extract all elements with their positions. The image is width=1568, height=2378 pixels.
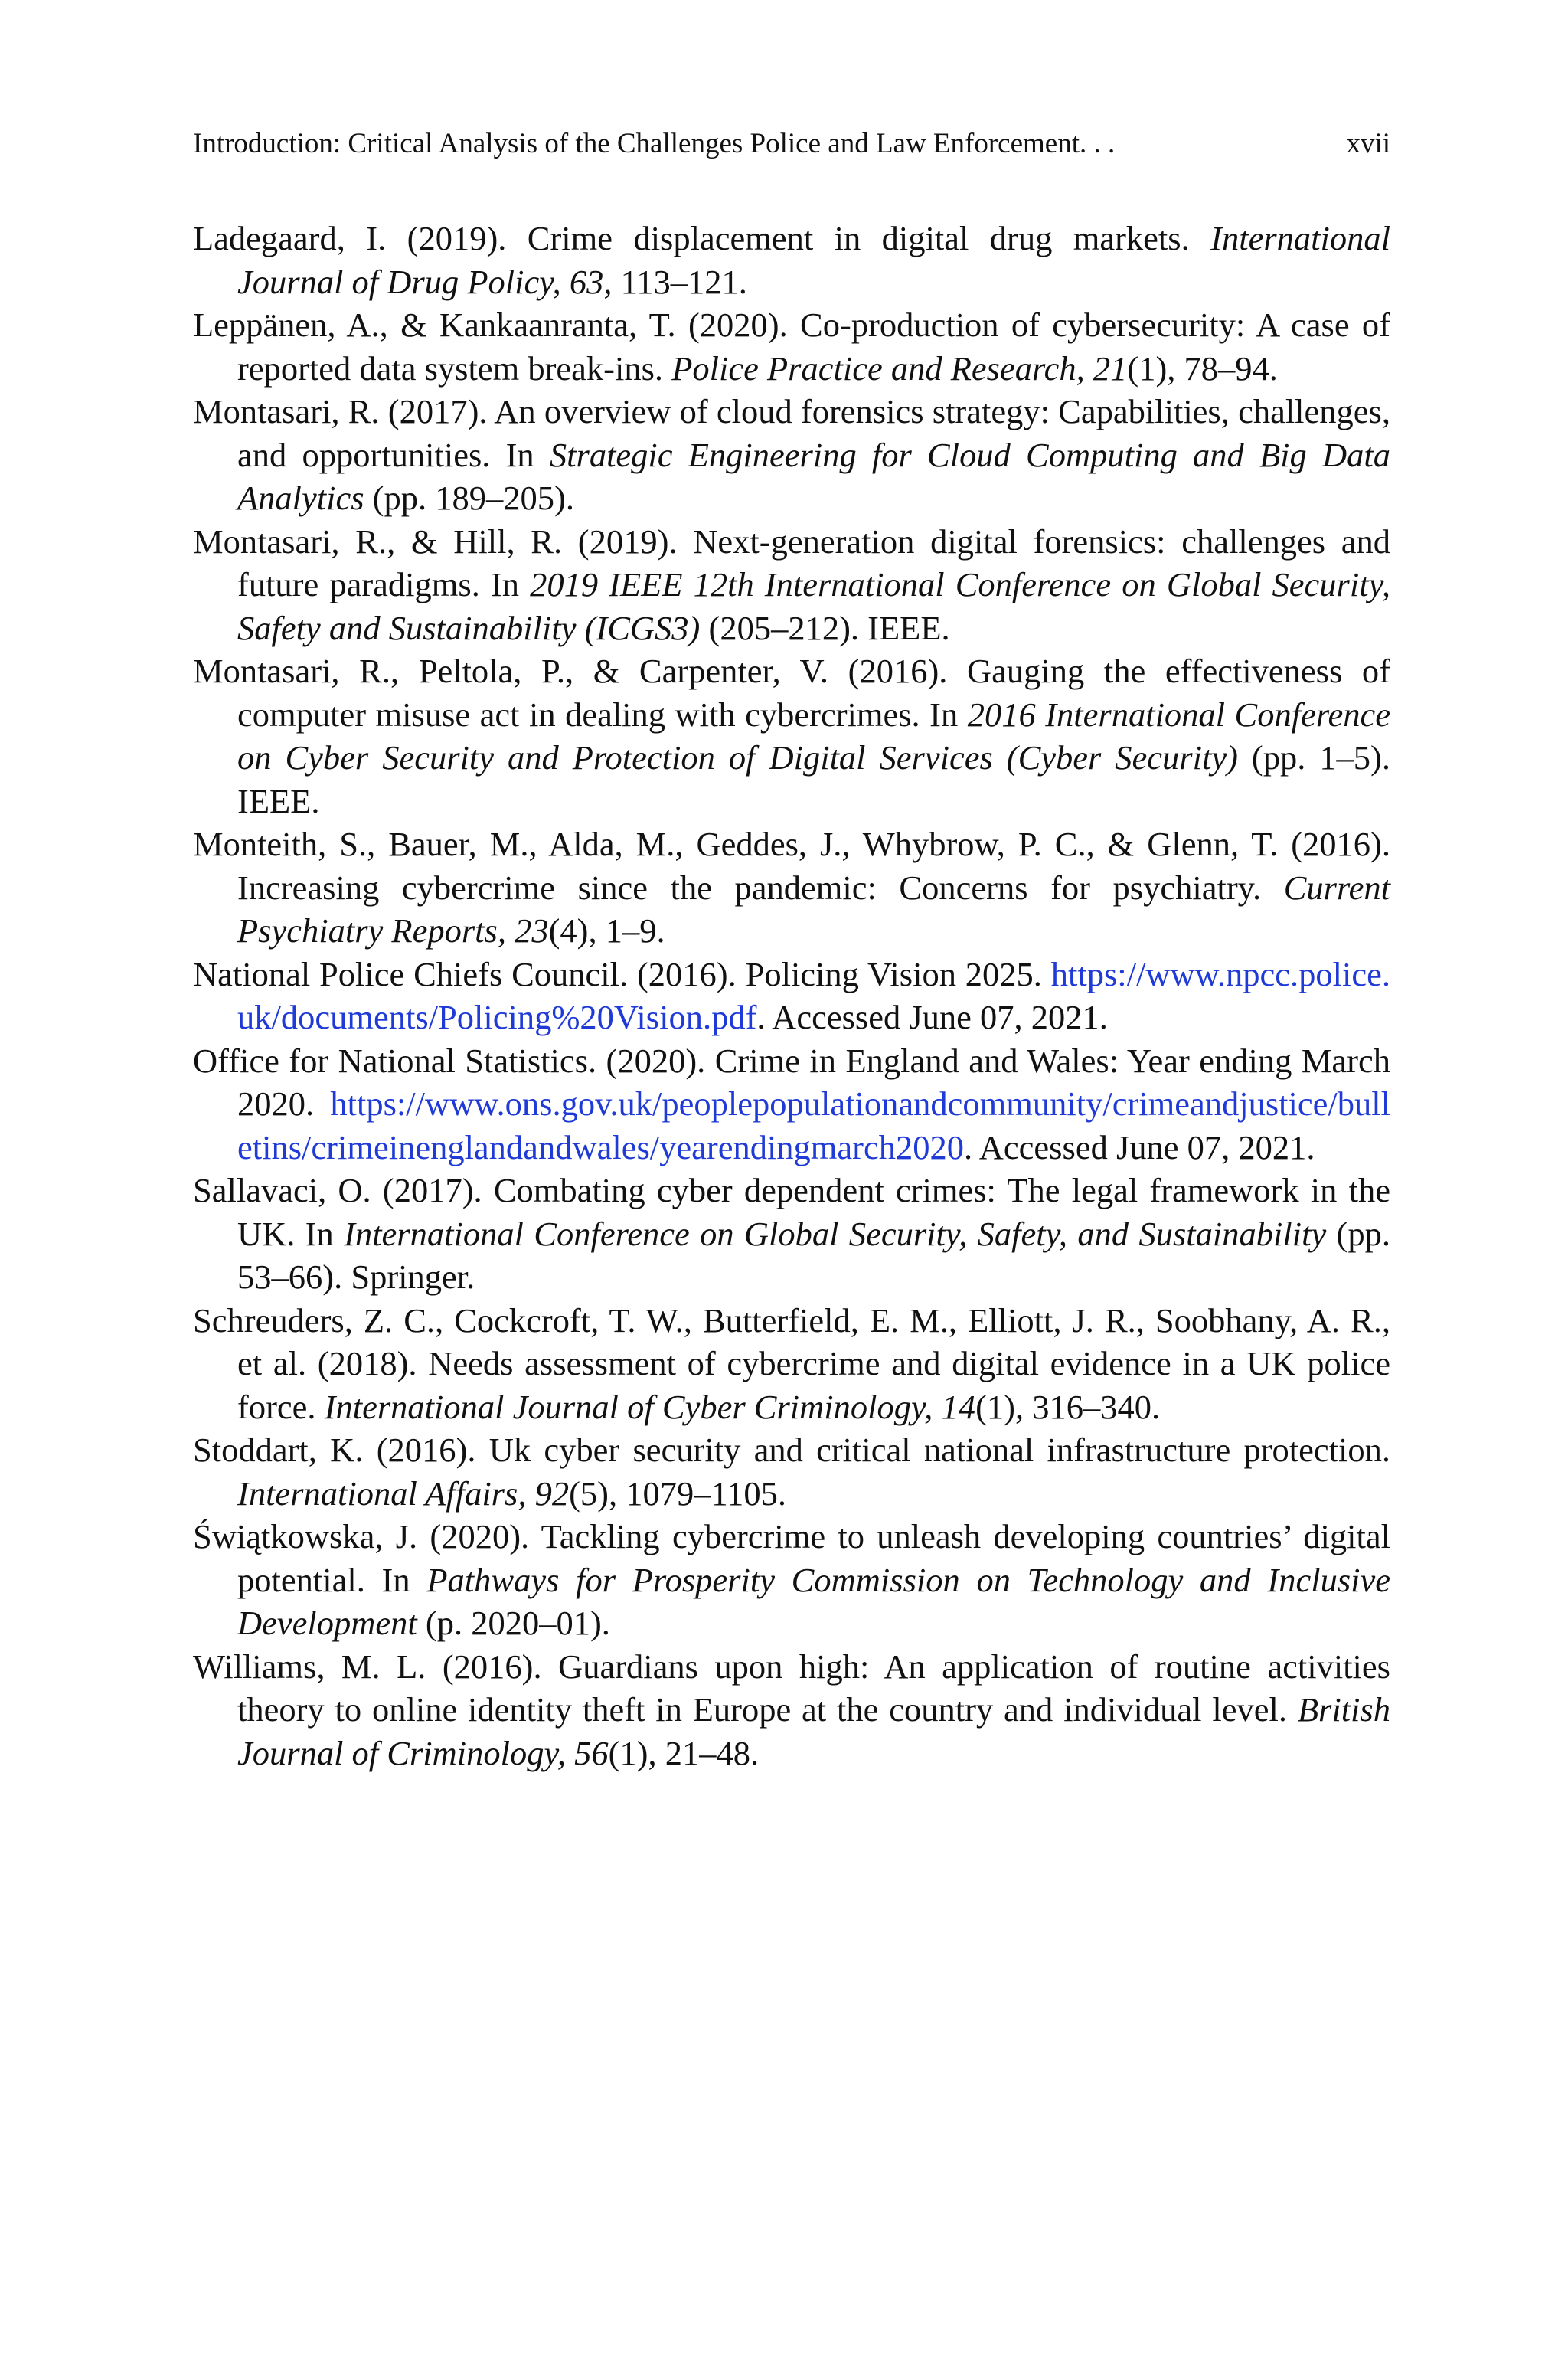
- reference-text: Ladegaard, I. (2019). Crime displacement in digital drug markets.: [193, 219, 1211, 257]
- reference-source: British Journal of Criminology, 56: [237, 1690, 1390, 1772]
- reference-tail: , 113–121.: [603, 262, 747, 301]
- reference-source: 2016 International Conference on Cyber Security and Protection of Digital Services (Cyber Security): [237, 695, 1390, 777]
- reference-text: Stoddart, K. (2016). Uk cyber security and critical national infrastructure protection.: [193, 1431, 1390, 1469]
- reference-tail: (pp. 1–5). IEEE.: [237, 738, 1390, 820]
- reference-url-link[interactable]: https://www.npcc.police.uk/documents/Policing%20Vision.pdf: [237, 954, 1390, 1036]
- reference-tail: (pp. 53–66). Springer.: [237, 1214, 1390, 1296]
- reference-tail: . Accessed June 07, 2021.: [756, 998, 1108, 1036]
- reference-text: Monteith, S., Bauer, M., Alda, M., Geddes, J., Whybrow, P. C., & Glenn, T. (2016). Increasing cybercrime since the pandemic: Concerns for psychiatry.: [193, 825, 1390, 907]
- reference-source: International Journal of Cyber Criminology, 14: [324, 1387, 976, 1426]
- reference-entry: [193, 303, 1390, 390]
- running-title: Introduction: Critical Analysis of the Challenges Police and Law Enforcement. . .: [193, 128, 1116, 159]
- reference-source: International Journal of Drug Policy, 63: [237, 219, 1390, 301]
- reference-text: Montasari, R., Peltola, P., & Carpenter, V. (2016). Gauging the effectiveness of computer misuse act in dealing with cybercrimes. In: [193, 652, 1390, 734]
- running-head: [193, 125, 1390, 163]
- reference-text: Schreuders, Z. C., Cockcroft, T. W., Butterfield, E. M., Elliott, J. R., Soobhany, A. R., et al. (2018). Needs assessment of cybercrime and digital evidence in a UK police force.: [193, 1300, 1390, 1426]
- reference-text: Office for National Statistics. (2020). Crime in England and Wales: Year ending March 2020.: [193, 1041, 1390, 1123]
- reference-entry: [193, 1169, 1390, 1299]
- reference-source: Strategic Engineering for Cloud Computing and Big Data Analytics: [237, 435, 1390, 517]
- reference-url-link[interactable]: https://www.ons.gov.uk/peoplepopulationandcommunity/crimeandjustice/bulletins/crimeinenglandandwales/yearendingmarch2020: [237, 1084, 1390, 1166]
- reference-entry: [193, 649, 1390, 823]
- reference-source: Police Practice and Research, 21: [671, 348, 1128, 388]
- reference-text: Sallavaci, O. (2017). Combating cyber dependent crimes: The legal framework in the UK. In: [193, 1171, 1390, 1253]
- reference-entry: [193, 520, 1390, 650]
- reference-tail: (5), 1079–1105.: [569, 1474, 786, 1513]
- reference-text: Montasari, R. (2017). An overview of cloud forensics strategy: Capabilities, challenges, and opportunities. In: [193, 392, 1390, 474]
- reference-text: Williams, M. L. (2016). Guardians upon high: An application of routine activities theory to online identity theft in Europe at the country and individual level.: [193, 1647, 1390, 1729]
- reference-entry: [193, 823, 1390, 953]
- reference-tail: (p. 2020–01).: [416, 1604, 610, 1642]
- reference-source: International Conference on Global Security, Safety, and Sustainability: [344, 1214, 1327, 1253]
- reference-entry: [193, 1515, 1390, 1645]
- reference-entry: [193, 953, 1390, 1039]
- reference-source: Pathways for Prosperity Commission on Technology and Inclusive Development: [237, 1560, 1391, 1642]
- reference-tail: (pp. 189–205).: [364, 479, 574, 517]
- reference-text: Świątkowska, J. (2020). Tackling cybercrime to unleash developing countries’ digital potential. In: [193, 1517, 1390, 1599]
- reference-list: [193, 217, 1390, 1775]
- reference-tail: (1), 316–340.: [975, 1387, 1161, 1426]
- reference-source: Current Psychiatry Reports, 23: [237, 868, 1390, 950]
- reference-text: Montasari, R., & Hill, R. (2019). Next-generation digital forensics: challenges and future paradigms. In: [193, 522, 1390, 603]
- reference-tail: (4), 1–9.: [548, 911, 665, 950]
- reference-entry: [193, 1299, 1390, 1429]
- reference-text: Leppänen, A., & Kankaanranta, T. (2020). Co-production of cybersecurity: A case of reported data system break-ins.: [193, 306, 1390, 388]
- reference-tail: (1), 78–94.: [1127, 348, 1278, 388]
- reference-tail: (1), 21–48.: [608, 1733, 760, 1772]
- reference-text: National Police Chiefs Council. (2016). Policing Vision 2025.: [193, 954, 1051, 993]
- page-number: xvii: [1346, 128, 1390, 159]
- reference-entry: [193, 1645, 1390, 1775]
- reference-entry: [193, 390, 1390, 520]
- reference-source: 2019 IEEE 12th International Conference on Global Security, Safety and Sustainability (ICGS3): [237, 565, 1390, 647]
- reference-source: International Affairs, 92: [237, 1474, 570, 1513]
- reference-entry: [193, 1428, 1390, 1515]
- reference-entry: [193, 1039, 1390, 1169]
- reference-tail: (205–212). IEEE.: [700, 608, 950, 647]
- reference-tail: . Accessed June 07, 2021.: [964, 1127, 1315, 1166]
- reference-entry: [193, 217, 1390, 303]
